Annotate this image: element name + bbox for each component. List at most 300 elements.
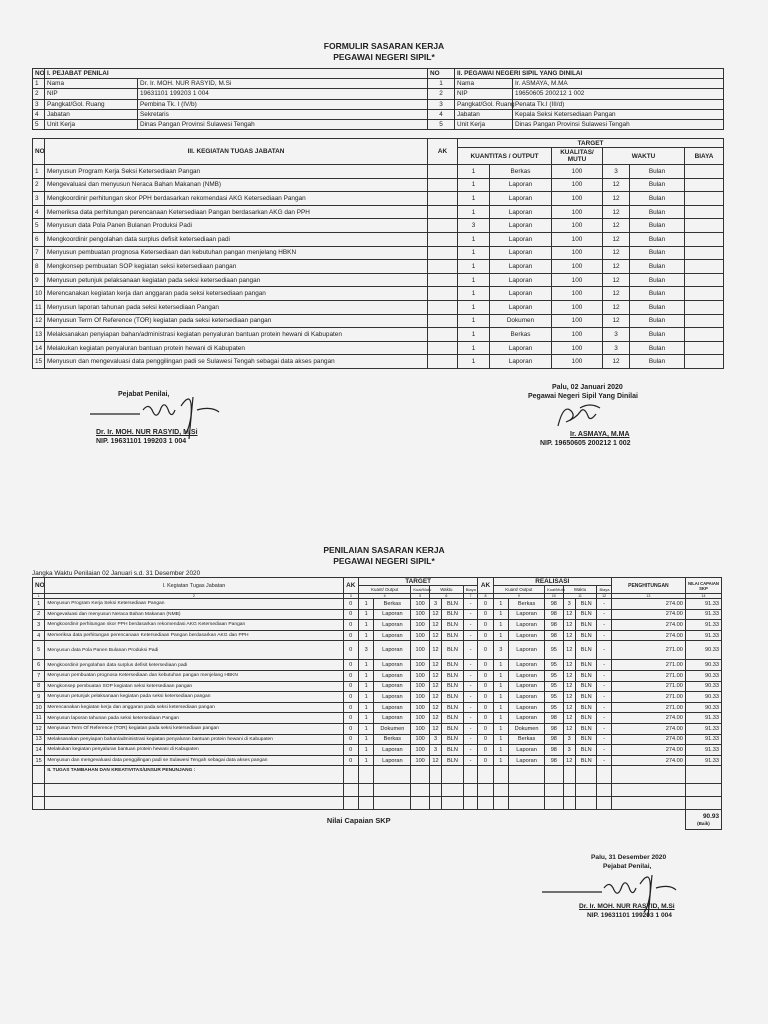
target-mutu: 100: [411, 670, 430, 681]
empty-cell: [478, 784, 493, 797]
kuantitas-value: 1: [458, 205, 490, 219]
penghitungan-value: 274.00: [611, 723, 685, 734]
realisasi-ak: 0: [478, 599, 493, 610]
realisasi-output: Berkas: [509, 734, 545, 745]
target-output: Laporan: [374, 713, 411, 724]
target-biaya: -: [463, 599, 477, 610]
target-biaya: -: [463, 620, 477, 631]
penghitungan-value: 274.00: [611, 734, 685, 745]
field-label: NIP: [45, 89, 138, 99]
realisasi-waktu: 12: [563, 660, 575, 671]
output-value: Berkas: [490, 165, 552, 179]
column-index: 2: [45, 594, 343, 599]
target-waktu: 12: [429, 723, 441, 734]
realisasi-waktu: 12: [563, 692, 575, 703]
row-number: 3: [33, 99, 45, 109]
kuantitas-value: 1: [458, 232, 490, 246]
nilai-capaian-value: 90.33: [685, 702, 721, 713]
target-waktu: 12: [429, 681, 441, 692]
kegiatan-row: [33, 165, 724, 179]
realisasi-output: Laporan: [509, 702, 545, 713]
empty-cell: [343, 766, 358, 784]
column-index: 7: [463, 594, 477, 599]
row-number: 11: [33, 300, 45, 314]
target-mutu: 100: [411, 755, 430, 766]
empty-cell: [597, 784, 611, 797]
dinilai-name: Ir. ASMAYA, M.MA: [570, 431, 630, 438]
realisasi-kuant: 3: [493, 641, 508, 660]
penghitungan-value: 271.00: [611, 670, 685, 681]
row-number: 5: [428, 120, 455, 130]
row-number: 1: [33, 79, 45, 89]
row-number: 14: [33, 341, 45, 355]
realisasi-ak: 0: [478, 670, 493, 681]
pen-col-r-waktu: Waktu: [563, 586, 597, 594]
target-mutu: 100: [411, 713, 430, 724]
empty-cell: [685, 797, 721, 810]
realisasi-output: Laporan: [509, 755, 545, 766]
kuantitas-value: 1: [458, 314, 490, 328]
output-value: Laporan: [490, 219, 552, 233]
empty-cell: [374, 797, 411, 810]
col-kualitas: KUALITAS/ MUTU: [552, 148, 603, 165]
kegiatan-text: Menyusun dan mengevaluasi data penggilingan padi se Sulawesi Tengah sebagai data akses pangan: [45, 355, 428, 369]
realisasi-waktu: 3: [563, 745, 575, 756]
mutu-value: 100: [552, 178, 603, 192]
mutu-value: 100: [552, 314, 603, 328]
kegiatan-text: Memeriksa data perhitungan perencanaan Ketersediaan Pangan berdasarkan AKG dan PPH: [45, 630, 343, 641]
target-biaya: -: [463, 755, 477, 766]
kegiatan-text: Menyusun data Pola Panen Bulanan Produksi Padi: [45, 641, 343, 660]
realisasi-waktu-unit: BLN: [575, 599, 597, 610]
penilaian-row: [33, 702, 722, 713]
realisasi-waktu: 3: [563, 599, 575, 610]
penghitungan-value: 271.00: [611, 692, 685, 703]
field-label: Pangkat/Gol. Ruang: [45, 99, 138, 109]
target-kuant: 1: [358, 660, 373, 671]
waktu-unit: Bulan: [630, 355, 685, 369]
empty-cell: [493, 797, 508, 810]
target-kuant: 1: [358, 734, 373, 745]
target-waktu: 3: [429, 599, 441, 610]
row-number: 4: [33, 205, 45, 219]
realisasi-mutu: 98: [545, 734, 564, 745]
realisasi-biaya: -: [597, 755, 611, 766]
realisasi-waktu-unit: BLN: [575, 734, 597, 745]
kuantitas-value: 1: [458, 273, 490, 287]
target-output: Berkas: [374, 734, 411, 745]
waktu-value: 12: [603, 260, 630, 274]
nilai-total-value: 90.93: [703, 812, 719, 820]
realisasi-waktu: 12: [563, 723, 575, 734]
realisasi-waktu-unit: BLN: [575, 630, 597, 641]
empty-cell: [509, 784, 545, 797]
biaya-value: [685, 219, 724, 233]
penilaian-signer-nip: NIP. 19631101 199203 1 004: [587, 912, 672, 919]
column-index: 11: [563, 594, 597, 599]
realisasi-waktu: 12: [563, 755, 575, 766]
waktu-value: 3: [603, 341, 630, 355]
kuantitas-value: 1: [458, 178, 490, 192]
waktu-unit: Bulan: [630, 328, 685, 342]
row-number: 3: [33, 620, 45, 631]
output-value: Laporan: [490, 287, 552, 301]
target-waktu: 3: [429, 745, 441, 756]
ak-value: [428, 192, 458, 206]
empty-cell: [374, 784, 411, 797]
target-biaya: -: [463, 734, 477, 745]
mutu-value: 100: [552, 205, 603, 219]
realisasi-waktu: 12: [563, 641, 575, 660]
realisasi-output: Laporan: [509, 660, 545, 671]
row-number: 3: [428, 99, 455, 109]
dinilai-nip: NIP. 19650605 200212 1 002: [540, 440, 631, 447]
kuantitas-value: 1: [458, 165, 490, 179]
kegiatan-row: [33, 232, 724, 246]
empty-cell: [33, 766, 45, 784]
kuantitas-value: 1: [458, 287, 490, 301]
penghitungan-value: 274.00: [611, 609, 685, 620]
empty-cell: [685, 766, 721, 784]
waktu-unit: Bulan: [630, 165, 685, 179]
row-number: 1: [33, 165, 45, 179]
ak-value: [428, 273, 458, 287]
biaya-value: [685, 260, 724, 274]
waktu-value: 12: [603, 314, 630, 328]
target-kuant: 1: [358, 702, 373, 713]
realisasi-waktu-unit: BLN: [575, 641, 597, 660]
row-number: 4: [428, 109, 455, 119]
realisasi-biaya: -: [597, 620, 611, 631]
pen-col-r-biaya: Biaya: [597, 586, 611, 594]
nilai-capaian-label: Nilai Capaian SKP: [33, 810, 686, 830]
pen-col-nilai: NILAI CAPAIAN SKP: [685, 578, 721, 594]
kegiatan-text: Menyusun pembuatan prognosa Ketersediaan dan kebutuhan pangan menjelang HBKN: [45, 670, 343, 681]
realisasi-mutu: 95: [545, 641, 564, 660]
target-kuant: 1: [358, 681, 373, 692]
realisasi-mutu: 98: [545, 630, 564, 641]
empty-cell: [597, 766, 611, 784]
col-kuantitas: KUANTITAS / OUTPUT: [458, 148, 552, 165]
kegiatan-row: [33, 314, 724, 328]
realisasi-ak: 0: [478, 755, 493, 766]
nilai-capaian-value: 91.33: [685, 755, 721, 766]
row-number: 8: [33, 681, 45, 692]
kuantitas-value: 1: [458, 328, 490, 342]
pejabat-table: [32, 68, 724, 130]
output-value: Laporan: [490, 232, 552, 246]
target-kuant: 1: [358, 599, 373, 610]
kegiatan-text: Menyusun laporan tahunan pada seksi ketersediaan Pangan: [45, 713, 343, 724]
realisasi-ak: 0: [478, 660, 493, 671]
target-biaya: -: [463, 670, 477, 681]
realisasi-kuant: 1: [493, 609, 508, 620]
row-number: 6: [33, 232, 45, 246]
row-number: 5: [33, 120, 45, 130]
target-output: Laporan: [374, 630, 411, 641]
empty-cell: [597, 797, 611, 810]
ak-value: [428, 232, 458, 246]
column-index: 14: [685, 594, 721, 599]
row-number: 5: [33, 641, 45, 660]
penghitungan-value: 271.00: [611, 681, 685, 692]
target-ak: 0: [343, 713, 358, 724]
empty-cell: [545, 784, 564, 797]
nilai-kategori: (Baik): [697, 820, 710, 826]
waktu-value: 12: [603, 300, 630, 314]
penilaian-row: [33, 755, 722, 766]
nilai-capaian-value: 90.33: [685, 692, 721, 703]
target-waktu-unit: BLN: [442, 713, 464, 724]
nilai-capaian-value: 91.33: [685, 609, 721, 620]
nilai-capaian-value: 90.33: [685, 641, 721, 660]
pejabat-row: [33, 120, 724, 130]
empty-cell: [575, 797, 597, 810]
realisasi-output: Laporan: [509, 745, 545, 756]
kegiatan-text: Mengevaluasi dan menyusun Neraca Bahan Makanan (NMB): [45, 609, 343, 620]
realisasi-ak: 0: [478, 630, 493, 641]
realisasi-output: Dokumen: [509, 723, 545, 734]
target-waktu: 3: [429, 734, 441, 745]
realisasi-output: Berkas: [509, 599, 545, 610]
target-ak: 0: [343, 620, 358, 631]
waktu-unit: Bulan: [630, 314, 685, 328]
target-biaya: -: [463, 660, 477, 671]
target-ak: 0: [343, 734, 358, 745]
empty-cell: [575, 766, 597, 784]
target-waktu: 12: [429, 630, 441, 641]
target-mutu: 100: [411, 692, 430, 703]
realisasi-kuant: 1: [493, 745, 508, 756]
pegawai-dinilai-header: II. PEGAWAI NEGERI SIPIL YANG DINILAI: [455, 69, 724, 79]
realisasi-biaya: -: [597, 609, 611, 620]
biaya-value: [685, 178, 724, 192]
realisasi-output: Laporan: [509, 692, 545, 703]
empty-cell: [545, 797, 564, 810]
waktu-unit: Bulan: [630, 232, 685, 246]
pen-col-target: TARGET: [358, 578, 477, 586]
realisasi-ak: 0: [478, 620, 493, 631]
waktu-unit: Bulan: [630, 205, 685, 219]
target-waktu: 12: [429, 641, 441, 660]
col-ak: AK: [428, 139, 458, 165]
kegiatan-text: Menyusun data Pola Panen Bulanan Produksi Padi: [45, 219, 428, 233]
kegiatan-text: Menyusun laporan tahunan pada seksi ketersediaan Pangan: [45, 300, 428, 314]
kegiatan-text: Melaksanakan penyiapan bahan/administrasi kegiatan penyaluran bantuan protein hewani di Kabupaten: [45, 328, 428, 342]
realisasi-kuant: 1: [493, 692, 508, 703]
waktu-unit: Bulan: [630, 192, 685, 206]
realisasi-ak: 0: [478, 745, 493, 756]
pen-col-t-waktu: Waktu: [429, 586, 463, 594]
target-waktu: 12: [429, 670, 441, 681]
realisasi-biaya: -: [597, 702, 611, 713]
waktu-unit: Bulan: [630, 287, 685, 301]
realisasi-waktu: 12: [563, 620, 575, 631]
penghitungan-value: 271.00: [611, 641, 685, 660]
penilaian-row: [33, 681, 722, 692]
realisasi-waktu: 12: [563, 670, 575, 681]
pejabat-header-row: [33, 69, 724, 79]
kuantitas-value: 1: [458, 260, 490, 274]
waktu-value: 3: [603, 165, 630, 179]
empty-cell: [563, 766, 575, 784]
penilaian-row: [33, 713, 722, 724]
realisasi-ak: 0: [478, 692, 493, 703]
penghitungan-value: 274.00: [611, 755, 685, 766]
realisasi-kuant: 1: [493, 660, 508, 671]
ak-value: [428, 355, 458, 369]
empty-cell: [463, 797, 477, 810]
realisasi-ak: 0: [478, 641, 493, 660]
penilaian-row: [33, 692, 722, 703]
row-number: 6: [33, 660, 45, 671]
output-value: Laporan: [490, 341, 552, 355]
realisasi-ak: 0: [478, 734, 493, 745]
target-waktu: 12: [429, 660, 441, 671]
kegiatan-table: [32, 138, 724, 369]
row-number: 1: [33, 599, 45, 610]
target-waktu-unit: BLN: [442, 745, 464, 756]
target-mutu: 100: [411, 660, 430, 671]
penilaian-table: [32, 577, 722, 830]
target-output: Laporan: [374, 681, 411, 692]
target-waktu-unit: BLN: [442, 641, 464, 660]
ak-value: [428, 178, 458, 192]
col-biaya: BIAYA: [685, 148, 724, 165]
target-waktu-unit: BLN: [442, 620, 464, 631]
dinilai-value: Kepala Seksi Ketersediaan Pangan: [513, 109, 724, 119]
penilaian-place-date: Palu, 31 Desember 2020: [591, 854, 667, 861]
empty-cell: [33, 797, 45, 810]
field-label: NIP: [455, 89, 513, 99]
waktu-value: 12: [603, 205, 630, 219]
kegiatan-text: Menyusun Term Of Reference (TOR) kegiatan pada seksi ketersediaan pangan: [45, 723, 343, 734]
realisasi-waktu-unit: BLN: [575, 620, 597, 631]
empty-cell: [343, 784, 358, 797]
ak-value: [428, 165, 458, 179]
waktu-value: 12: [603, 219, 630, 233]
kuantitas-value: 1: [458, 192, 490, 206]
empty-cell: [563, 784, 575, 797]
target-ak: 0: [343, 692, 358, 703]
realisasi-ak: 0: [478, 702, 493, 713]
ak-value: [428, 341, 458, 355]
penghitungan-value: 274.00: [611, 599, 685, 610]
column-index: 1: [33, 594, 45, 599]
nilai-capaian-value: 91.33: [685, 734, 721, 745]
realisasi-biaya: -: [597, 599, 611, 610]
waktu-value: 12: [603, 232, 630, 246]
output-value: Laporan: [490, 205, 552, 219]
dinilai-value: Dinas Pangan Provinsi Sulawesi Tengah: [513, 120, 724, 130]
kegiatan-text: Merencanakan kegiatan kerja dan anggaran pada seksi ketersediaan pangan: [45, 287, 428, 301]
realisasi-mutu: 98: [545, 755, 564, 766]
target-ak: 0: [343, 755, 358, 766]
target-kuant: 1: [358, 630, 373, 641]
pen-col-realisasi: REALISASI: [493, 578, 611, 586]
empty-cell: [442, 797, 464, 810]
penilaian-row: [33, 660, 722, 671]
target-mutu: 100: [411, 599, 430, 610]
target-ak: 0: [343, 745, 358, 756]
pejabat-no-header: NO: [33, 69, 45, 79]
column-index: 13: [611, 594, 685, 599]
kegiatan-text: Menyusun Program Kerja Seksi Ketersediaan Pangan: [45, 599, 343, 610]
target-waktu-unit: BLN: [442, 609, 464, 620]
realisasi-waktu-unit: BLN: [575, 723, 597, 734]
empty-cell: [429, 766, 441, 784]
output-value: Laporan: [490, 273, 552, 287]
kegiatan-text: Merencanakan kegiatan kerja dan anggaran pada seksi ketersediaan pangan: [45, 702, 343, 713]
kegiatan-text: Memeriksa data perhitungan perencanaan Ketersediaan Pangan berdasarkan AKG dan PPH: [45, 205, 428, 219]
target-waktu-unit: BLN: [442, 723, 464, 734]
target-biaya: -: [463, 609, 477, 620]
pejabat-row: [33, 109, 724, 119]
penilaian-signer-title: Pejabat Penilai,: [603, 863, 652, 870]
waktu-unit: Bulan: [630, 219, 685, 233]
empty-cell: [411, 797, 430, 810]
form-title: FORMULIR SASARAN KERJA: [323, 41, 445, 51]
row-number: 4: [33, 630, 45, 641]
nilai-capaian-row: [33, 810, 722, 830]
mutu-value: 100: [552, 232, 603, 246]
kegiatan-row: [33, 260, 724, 274]
realisasi-mutu: 98: [545, 723, 564, 734]
row-number: 12: [33, 314, 45, 328]
target-waktu-unit: BLN: [442, 702, 464, 713]
empty-cell: [509, 766, 545, 784]
row-number: 11: [33, 713, 45, 724]
row-number: 13: [33, 734, 45, 745]
row-number: 15: [33, 355, 45, 369]
tugas-tambahan-label: II. TUGAS TAMBAHAN DAN KREATIVITAS/UNSUR PENUNJANG :: [45, 766, 343, 784]
dinilai-signature: [550, 400, 610, 434]
realisasi-kuant: 1: [493, 734, 508, 745]
kegiatan-text: Mengkonsep pembuatan SOP kegiatan seksi ketersediaan pangan: [45, 260, 428, 274]
dinilai-value: Penata Tk.I (III/d): [513, 99, 724, 109]
kegiatan-row: [33, 341, 724, 355]
target-mutu: 100: [411, 609, 430, 620]
output-value: Laporan: [490, 355, 552, 369]
kegiatan-text: Menyusun Program Kerja Seksi Ketersediaan Pangan: [45, 165, 428, 179]
row-number: 4: [33, 109, 45, 119]
biaya-value: [685, 314, 724, 328]
pen-col-ak-real: AK: [478, 578, 493, 594]
target-output: Laporan: [374, 745, 411, 756]
column-index: 10: [545, 594, 564, 599]
target-ak: 0: [343, 609, 358, 620]
target-kuant: 1: [358, 609, 373, 620]
nilai-capaian-value: 90.33: [685, 660, 721, 671]
col-waktu: WAKTU: [603, 148, 685, 165]
realisasi-ak: 0: [478, 681, 493, 692]
penilaian-row: [33, 630, 722, 641]
realisasi-waktu-unit: BLN: [575, 670, 597, 681]
row-number: 1: [428, 79, 455, 89]
realisasi-biaya: -: [597, 641, 611, 660]
nilai-capaian-value: 90.33: [685, 681, 721, 692]
realisasi-waktu: 12: [563, 630, 575, 641]
ak-value: [428, 300, 458, 314]
mutu-value: 100: [552, 328, 603, 342]
nilai-capaian-value: 91.33: [685, 630, 721, 641]
penilaian-row: [33, 620, 722, 631]
penilaian-row: [33, 670, 722, 681]
ak-value: [428, 328, 458, 342]
target-waktu: 12: [429, 620, 441, 631]
row-number: 7: [33, 246, 45, 260]
empty-cell: [429, 784, 441, 797]
